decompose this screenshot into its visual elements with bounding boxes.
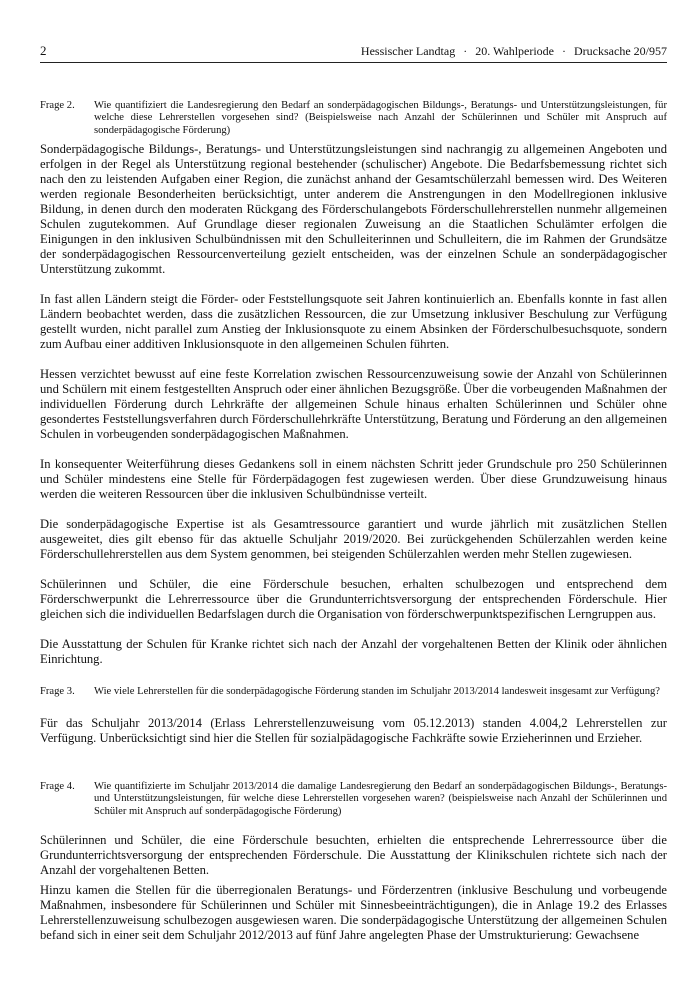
- answer-paragraph: Die sonderpädagogische Expertise ist als Gesamtressource garantiert und wurde jährlich mit zusätzlichen Stellen ausgeweitet, dies gilt ebenso für das aktuelle Schuljahr 2019/2020. Bei zurückgehenden Schülerzahlen werden keine Förderschullehrerstellen aus dem System genommen, bei steigenden Schülerzahlen werden mehr Stellen zugewiesen.: [40, 517, 667, 561]
- question-text: Wie viele Lehrerstellen für die sonderpädagogische Förderung standen im Schuljahr 2013/2014 landesweit insgesamt zur Verfügung?: [94, 686, 660, 697]
- page-header: [40, 44, 667, 63]
- answer-paragraph: Sonderpädagogische Bildungs-, Beratungs- und Unterstützungsleistungen sind nachrangig zu allgemeinen Angeboten und erfolgen in der Regel als Unterstützung regional bestehender (schulischer) Angebote. Die Bedarfsbemessung richtet sich nach den zu leistenden Aufgaben einer Region, die zunächst anhand der Gesamtschülerzahl bemessen wird. Des Weiteren werden regionale Besonderheiten berücksichtigt, unter anderem die Anstrengungen in den Modellregionen inklusive Bildung, in denen durch den moderaten Rückgang des Förderschulangebots Förderschullehrerstellen nunmehr allgemeinen Schulen zugutekommen. Auf Grundlage dieser regionalen Zuweisung an die Staatlichen Schulämter erfolgen die Einigungen in den inklusiven Schulbündnissen mit den Schulleiterinnen und Schulleitern, die im Rahmen der Grundsätze der sonderpädagogischen Ressourcenverteilung gezielt entscheiden, was der einzelnen Schule an sonderpädagogischer Unterstützung zukommt.: [40, 142, 667, 276]
- question-4: [40, 781, 667, 818]
- answer-paragraph: Die Ausstattung der Schulen für Kranke richtet sich nach der Anzahl der vorgehaltenen Betten der Klinik oder ähnlichen Einrichtung.: [40, 637, 667, 666]
- question-text: Wie quantifiziert die Landesregierung den Bedarf an sonderpädagogischen Bildungs-, Beratungs- und Unterstützungsleistungen, für welche diese Lehrerstellen vorgesehen sind? (Beispielsweise nach Anzahl der Schülerinnen und Schüler mit Anspruch auf sonderpädagogische Förderung): [94, 100, 667, 136]
- answer-paragraph: Für das Schuljahr 2013/2014 (Erlass Lehrerstellenzuweisung vom 05.12.2013) standen 4.004,2 Lehrerstellen zur Verfügung. Unberücksichtigt sind hier die Stellen für sozialpädagogische Fachkräfte sowie Erzieherinnen und Erzieher.: [40, 716, 667, 745]
- header-separator: ·: [463, 44, 468, 58]
- question-text: Wie quantifizierte im Schuljahr 2013/2014 die damalige Landesregierung den Bedarf an sonderpädagogischen Bildungs-, Beratungs- und Unterstützungsleistungen, für welche diese Lehrerstellen vorgesehen waren? (beispielsweise nach Anzahl der Schülerinnen und Schüler mit Anspruch auf sonderpädagogische Förderung): [94, 781, 667, 817]
- header-separator: ·: [562, 44, 567, 58]
- legislative-period: 20. Wahlperiode: [475, 44, 555, 58]
- question-label: Frage 2.: [40, 100, 75, 111]
- answer-paragraph: Hinzu kamen die Stellen für die überregionalen Beratungs- und Förderzentren (inklusive Beschulung und vorbeugende Maßnahmen, insbesondere für Schülerinnen und Schüler mit Sinnesbeeinträchtigungen), die in Anlage 19.2 des Erlasses Lehrerstellenzuweisung schulbezogen ausgewiesen waren. Die sonderpädagogische Unterstützung der allgemeinen Schulen befand sich in einer seit dem Schuljahr 2012/2013 auf fünf Jahre angelegten Phase der Umstrukturierung: Gewachsene: [40, 883, 667, 942]
- answer-paragraph: In konsequenter Weiterführung dieses Gedankens soll in einem nächsten Schritt jeder Grundschule pro 250 Schülerinnen und Schüler mindestens eine Stelle für Förderpädagogen fest zugewiesen werden. Über diese Grundzuweisung hinaus werden die weiteren Ressourcen über die inklusiven Schulbündnisse verteilt.: [40, 457, 667, 501]
- question-2: [40, 100, 667, 137]
- publisher: Hessischer Landtag: [360, 44, 456, 58]
- answer-paragraph: Schülerinnen und Schüler, die eine Förderschule besuchten, erhielten die entsprechende Lehrerressource über die Grundunterrichtsversorgung der entsprechenden Förderschule. Die Ausstattung der Klinikschulen richtete sich nach der Anzahl der vorgehaltenen Betten.: [40, 833, 667, 877]
- answer-paragraph: In fast allen Ländern steigt die Förder- oder Feststellungsquote seit Jahren kontinuierlich an. Ebenfalls konnte in fast allen Ländern beobachtet werden, dass die zusätzlichen Ressourcen, die zur Umsetzung inklusiver Beschulung zur Verfügung gestellt wurden, nicht parallel zum Anstieg der Inklusionsquote zu einem Absinken der Förderschulbesuchsquote, sondern zum Aufbau einer additiven Inklusionsquote in den allgemeinen Schulen führten.: [40, 292, 667, 351]
- question-label: Frage 4.: [40, 781, 75, 792]
- answer-paragraph: Hessen verzichtet bewusst auf eine feste Korrelation zwischen Ressourcenzuweisung sowie der Anzahl von Schülerinnen und Schülern mit einem festgestellten Anspruch oder einer ähnlichen Bezugsgröße. Über die vorbeugenden Maßnahmen der individuellen Förderung durch Lehrkräfte der allgemeinen Schule hinaus erhalten Schülerinnen und Schüler ohne gesondertes Feststellungsverfahren durch Förderschullehrkräfte Unterstützung, Beratung und Förderung an den allgemeinen Schulen in vorbeugenden sonderpädagogischen Maßnahmen.: [40, 367, 667, 441]
- running-head: [361, 44, 667, 58]
- page-number: 2: [40, 43, 47, 58]
- answer-paragraph: Schülerinnen und Schüler, die eine Förderschule besuchen, erhalten schulbezogen und entsprechend dem Förderschwerpunkt die Lehrerressource über die Grundunterrichtsversorgung der entsprechenden Förderschule. Hier gleichen sich die individuellen Bedarfslagen durch die Organisation von förderschwerpunktspezifischen Lerngruppen aus.: [40, 577, 667, 621]
- question-3: [40, 686, 667, 698]
- question-label: Frage 3.: [40, 686, 75, 697]
- document-number: Drucksache 20/957: [574, 44, 667, 58]
